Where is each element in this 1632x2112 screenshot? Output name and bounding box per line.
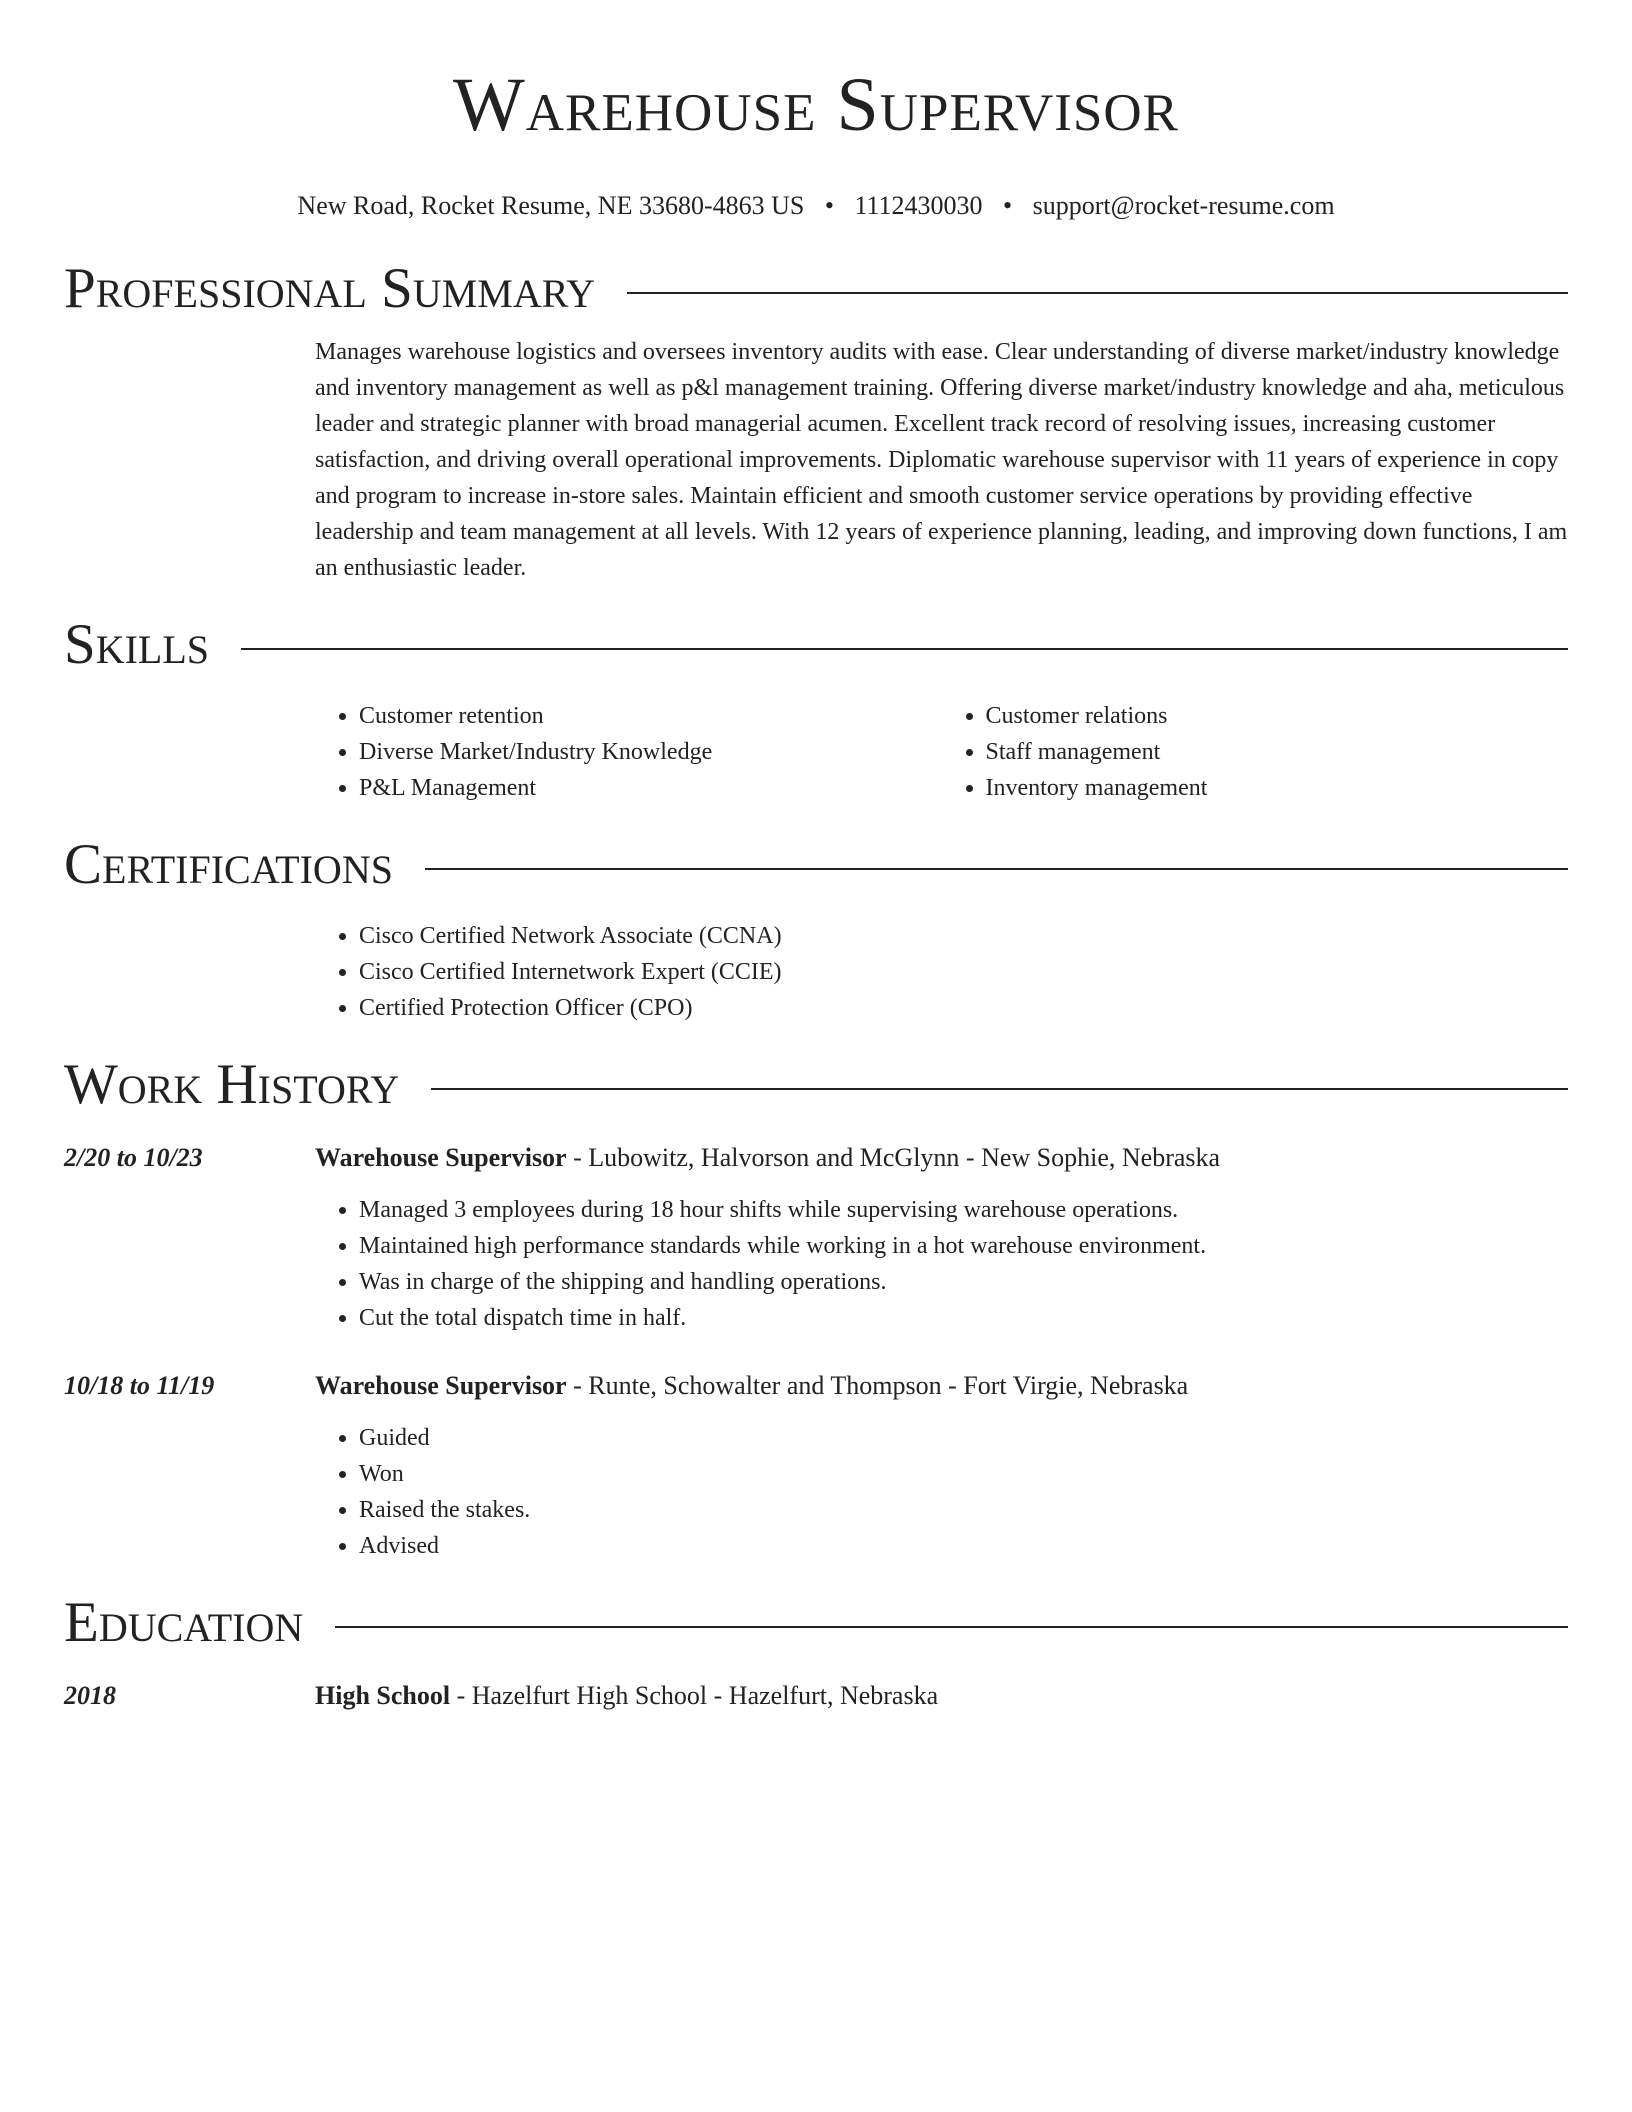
skills-column-left	[315, 698, 942, 806]
education-degree: High School	[315, 1681, 451, 1710]
section-divider	[627, 292, 1568, 294]
certifications-section-header	[64, 832, 1568, 898]
job-heading	[315, 1368, 1188, 1404]
skill-item: • Staff management	[986, 734, 1569, 770]
job-details: - Runte, Schowalter and Thompson - Fort Virgie, Nebraska	[566, 1371, 1189, 1400]
job-bullet: • Was in charge of the shipping and handling operations.	[359, 1264, 1568, 1300]
skills-column-right	[942, 698, 1569, 806]
education-details: - Hazelfurt High School - Hazelfurt, Nebraska	[450, 1681, 939, 1710]
education-entry	[64, 1678, 1568, 1714]
work-title: Work History	[64, 1053, 400, 1116]
contact-separator: •	[824, 191, 834, 220]
education-section-header	[64, 1590, 1568, 1656]
job-title: Warehouse Supervisor	[315, 1143, 567, 1172]
job-bullets	[315, 1420, 1568, 1564]
skill-item: • Customer relations	[986, 698, 1569, 734]
skills-list	[315, 698, 1568, 806]
summary-section-header	[64, 256, 1568, 322]
certifications-title: Certifications	[64, 833, 393, 896]
section-divider	[431, 1088, 1568, 1090]
skills-title: Skills	[64, 613, 210, 676]
section-divider	[425, 868, 1568, 870]
job-bullet: • Maintained high performance standards while working in a hot warehouse environment.	[359, 1228, 1568, 1264]
job-bullet: • Managed 3 employees during 18 hour shifts while supervising warehouse operations.	[359, 1192, 1568, 1228]
job-bullet: • Guided	[359, 1420, 1568, 1456]
certifications-list	[315, 918, 1568, 1026]
education-title: Education	[64, 1591, 304, 1654]
education-heading	[315, 1678, 938, 1714]
candidate-name: Warehouse Supervisor	[453, 63, 1179, 147]
section-divider	[335, 1626, 1568, 1628]
job-bullet: • Won	[359, 1456, 1568, 1492]
skill-item: • Inventory management	[986, 770, 1569, 806]
job-entry-header	[64, 1368, 1568, 1404]
contact-phone: 1112430030	[854, 191, 983, 220]
certification-item: • Certified Protection Officer (CPO)	[359, 990, 1568, 1026]
skills-section-header	[64, 612, 1568, 678]
work-section-header	[64, 1052, 1568, 1118]
job-entry-header	[64, 1140, 1568, 1176]
summary-text: Manages warehouse logistics and oversees inventory audits with ease. Clear understanding of diverse market/industry knowledge and inventory management as well as p&l management training. Offering diverse market/industry knowledge and aha, meticulous leader and strategic planner with broad managerial acumen. Excellent track record of resolving issues, increasing customer satisfaction, and driving overall operational improvements. Diplomatic warehouse supervisor with 11 years of experience in copy and program to increase in-store sales. Maintain efficient and smooth customer service operations by providing effective leadership and team management at all levels. With 12 years of experience planning, leading, and improving down functions, I am an enthusiastic leader.	[315, 339, 1568, 581]
contact-separator: •	[1003, 191, 1013, 220]
job-bullet: • Raised the stakes.	[359, 1492, 1568, 1528]
job-bullet: • Cut the total dispatch time in half.	[359, 1300, 1568, 1336]
skill-item: • P&L Management	[359, 770, 942, 806]
education-year: 2018	[64, 1681, 116, 1710]
job-details: - Lubowitz, Halvorson and McGlynn - New Sophie, Nebraska	[566, 1143, 1221, 1172]
skill-item: • Customer retention	[359, 698, 942, 734]
job-bullet: • Advised	[359, 1528, 1568, 1564]
job-bullets	[315, 1192, 1568, 1336]
job-heading	[315, 1140, 1220, 1176]
job-dates: 2/20 to 10/23	[64, 1143, 203, 1172]
contact-address: New Road, Rocket Resume, NE 33680-4863 US	[297, 191, 805, 220]
skill-item: • Diverse Market/Industry Knowledge	[359, 734, 942, 770]
job-title: Warehouse Supervisor	[315, 1371, 567, 1400]
certification-item: • Cisco Certified Network Associate (CCNA)	[359, 918, 1568, 954]
contact-line	[64, 190, 1568, 222]
contact-email: support@rocket-resume.com	[1032, 191, 1335, 220]
certification-item: • Cisco Certified Internetwork Expert (CCIE)	[359, 954, 1568, 990]
section-divider	[241, 648, 1568, 650]
summary-title: Professional Summary	[64, 257, 596, 320]
job-dates: 10/18 to 11/19	[64, 1371, 215, 1400]
